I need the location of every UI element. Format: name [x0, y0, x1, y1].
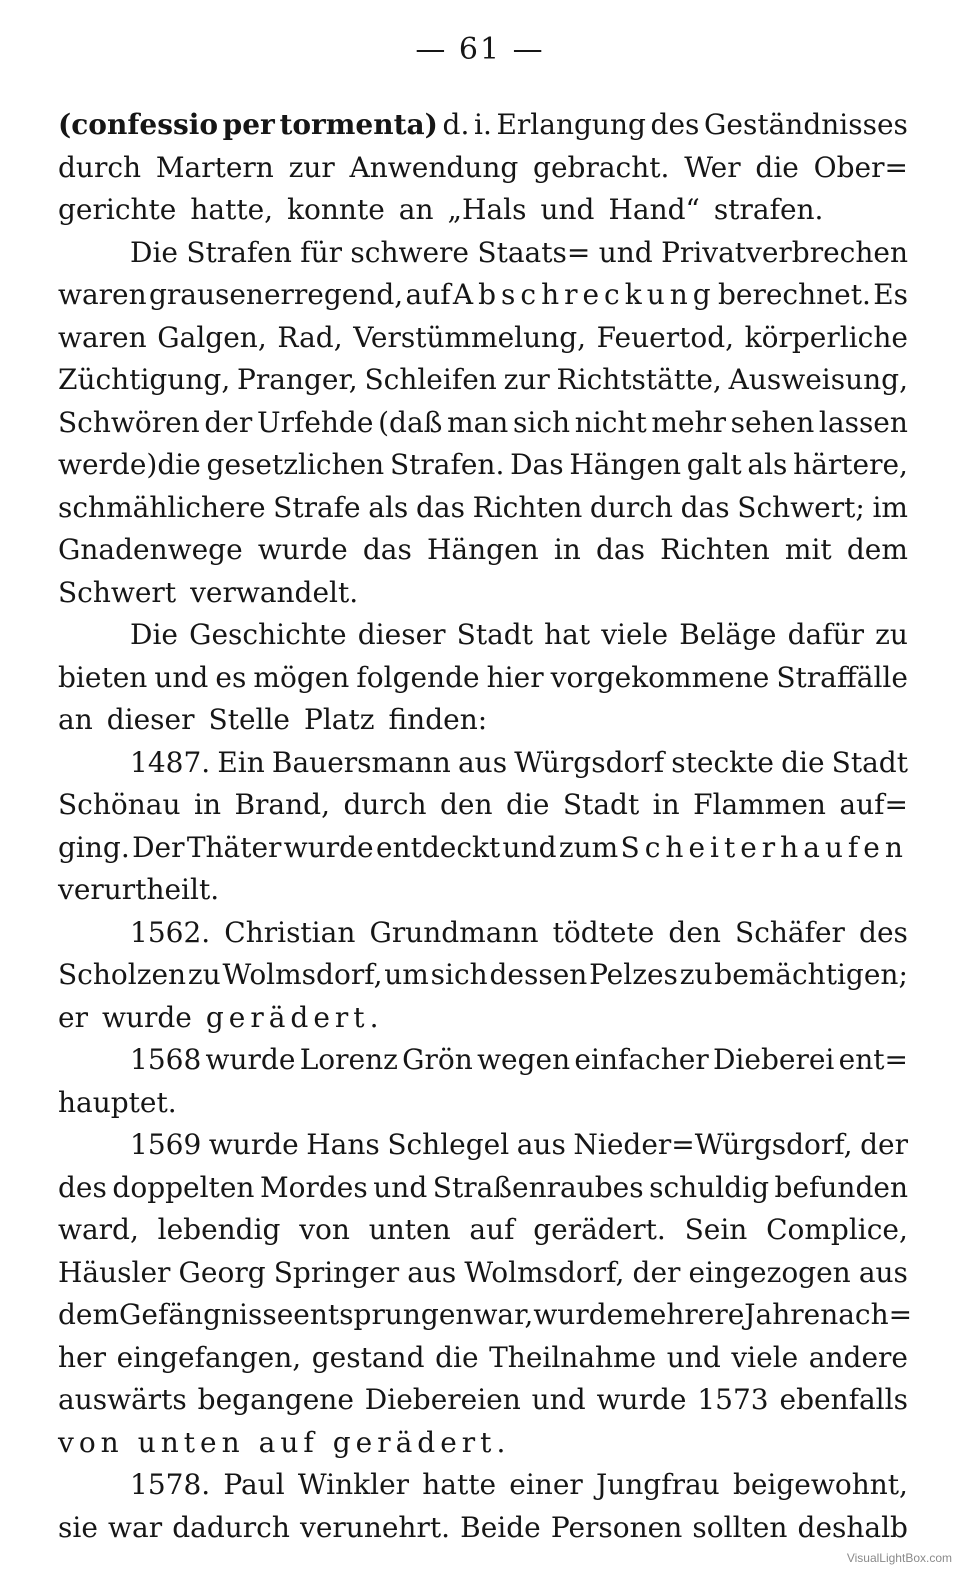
text-word: Es: [873, 278, 908, 311]
text-word: sehen: [730, 405, 815, 439]
text-word: Wolmsdorf,: [464, 1255, 625, 1289]
text-word: gerädert.: [205, 1000, 384, 1034]
text-word: strafen.: [713, 193, 824, 226]
text-word: Ausweisung,: [728, 363, 908, 396]
text-word: Das: [510, 448, 564, 481]
text-word: dadurch: [172, 1510, 290, 1544]
text-word: an: [58, 703, 93, 736]
text-line: [58, 614, 908, 657]
text-word: Geständnisses: [704, 108, 908, 141]
text-word: des: [58, 1170, 107, 1204]
text-word: Scheiterhaufen: [620, 830, 908, 864]
text-word: tormenta): [279, 108, 438, 141]
text-word: zur: [288, 150, 335, 184]
text-word: Richten: [660, 533, 770, 566]
text-word: mehrere: [623, 1298, 745, 1331]
text-word: Richten: [472, 490, 583, 524]
text-word: mehr: [651, 405, 726, 439]
text-word: Schwert;: [737, 490, 865, 524]
text-word: Ein: [217, 745, 265, 779]
text-word: Bauersmann: [271, 745, 451, 779]
text-word: schuldig: [649, 1170, 769, 1204]
text-word: Pranger,: [237, 363, 358, 396]
text-word: Winkler: [297, 1468, 410, 1501]
text-word: Schlegel: [387, 1128, 510, 1161]
text-word: schwere: [350, 235, 469, 269]
text-word: körperliche: [744, 320, 908, 354]
text-word: 1578.: [130, 1468, 211, 1501]
text-word: von: [299, 1213, 350, 1246]
text-word: Pelzes: [589, 958, 678, 991]
text-line: [58, 317, 908, 360]
text-word: andere: [808, 1340, 908, 1374]
text-word: wurde: [101, 1000, 192, 1034]
text-word: die: [435, 1340, 479, 1374]
text-line: [58, 232, 908, 275]
text-word: und: [531, 1383, 586, 1416]
text-word: (confessio: [58, 108, 219, 141]
text-word: Schwören: [58, 405, 200, 439]
text-word: zur: [503, 363, 550, 396]
text-line: [58, 147, 908, 190]
text-line: [58, 1209, 908, 1252]
text-word: aus: [407, 1255, 457, 1289]
text-word: ward,: [58, 1213, 139, 1246]
text-line: [58, 742, 908, 785]
text-word: vorgekommene: [550, 660, 770, 694]
text-word: mit: [784, 533, 832, 566]
page-number-header: — 61 —: [415, 32, 545, 67]
text-word: eingefangen,: [116, 1340, 302, 1374]
text-word: waren: [58, 278, 147, 311]
text-line: [58, 1337, 908, 1380]
text-word: konnte: [287, 193, 385, 226]
text-word: gerädert.: [533, 1213, 666, 1246]
text-word: schmählichere: [58, 490, 266, 524]
text-word: Personen: [550, 1510, 683, 1544]
text-word: entsprungen: [293, 1298, 474, 1331]
text-word: dieser: [106, 703, 195, 736]
text-word: und: [502, 830, 557, 864]
text-line: [58, 104, 908, 147]
text-word: Galgen,: [157, 320, 267, 354]
text-word: Georg: [178, 1255, 266, 1289]
text-word: aus: [457, 745, 508, 779]
text-word: Mordes: [259, 1170, 368, 1204]
text-word: 1568: [130, 1043, 202, 1076]
text-word: berechnet.: [717, 278, 871, 311]
text-word: Hängen: [427, 533, 539, 566]
text-line: [58, 1464, 908, 1507]
text-word: für: [300, 235, 343, 269]
text-word: Hans: [306, 1128, 380, 1161]
text-word: Wolmsdorf,: [222, 958, 383, 991]
text-word: Schönau: [58, 788, 181, 821]
text-word: und: [540, 193, 595, 226]
text-word: unten: [137, 1425, 245, 1459]
text-word: als: [368, 490, 409, 524]
text-word: her: [58, 1340, 106, 1374]
text-word: sich: [430, 958, 488, 991]
text-word: Scholzen: [58, 958, 187, 991]
text-word: wurde: [596, 1383, 687, 1416]
text-word: galt: [686, 448, 742, 481]
text-word: und: [373, 1170, 428, 1204]
text-word: Verstümmelung,: [353, 320, 587, 354]
text-word: in: [553, 533, 581, 566]
text-word: 1573: [697, 1383, 769, 1416]
text-word: d.: [442, 108, 470, 141]
text-word: zu: [187, 958, 221, 991]
text-word: nicht: [574, 405, 647, 439]
text-word: Grundmann: [369, 915, 539, 949]
text-line: [58, 444, 908, 487]
text-word: unten: [368, 1213, 451, 1246]
text-word: Lorenz: [299, 1043, 398, 1076]
text-word: Strafe: [273, 490, 361, 524]
text-word: der: [204, 405, 253, 439]
text-word: ging.: [58, 830, 130, 864]
text-word: es: [215, 660, 247, 694]
text-word: das: [362, 533, 412, 566]
text-line: [58, 274, 908, 317]
text-word: Gefängnisse: [119, 1298, 294, 1331]
text-word: durch: [58, 150, 142, 184]
text-word: die: [505, 788, 550, 821]
text-word: Strafen.: [389, 448, 505, 481]
text-word: um: [384, 958, 429, 991]
text-line: [58, 657, 908, 700]
text-word: Diebereien: [364, 1383, 521, 1416]
text-word: dem: [58, 1298, 120, 1331]
text-word: in: [193, 788, 221, 821]
text-word: einer: [509, 1468, 583, 1501]
text-word: im: [872, 490, 908, 524]
text-line: [58, 954, 908, 997]
text-line: [58, 529, 908, 572]
text-word: verunehrt.: [300, 1510, 450, 1544]
text-word: Würgsdorf: [514, 745, 665, 779]
text-word: Schäfer: [735, 915, 845, 949]
text-word: dem: [846, 533, 908, 566]
text-word: per: [222, 108, 275, 141]
text-word: der: [632, 1255, 681, 1289]
text-word: Platz: [304, 703, 375, 736]
text-word: 1569: [130, 1128, 202, 1161]
text-word: Stelle: [208, 703, 290, 736]
text-line: [58, 912, 908, 955]
text-line: [58, 1124, 908, 1167]
text-word: bieten: [58, 660, 148, 694]
text-line: [58, 869, 908, 912]
text-line: [58, 189, 908, 232]
text-word: Erlangung: [496, 108, 646, 141]
text-word: nach=: [820, 1298, 913, 1331]
text-word: hatte: [422, 1468, 497, 1501]
text-word: Beide: [460, 1510, 541, 1544]
text-word: viele: [601, 618, 669, 651]
text-word: das: [596, 533, 645, 566]
text-line: [58, 1167, 908, 1210]
text-word: waren: [58, 320, 147, 354]
text-word: hier: [486, 660, 544, 694]
text-word: auswärts: [58, 1383, 187, 1416]
text-line: [58, 359, 908, 402]
text-word: auf: [405, 278, 451, 311]
text-word: Paul: [223, 1468, 285, 1501]
text-line: [58, 1252, 908, 1295]
text-word: Stadt: [456, 618, 533, 651]
text-word: dessen: [489, 958, 588, 991]
text-word: Anwendung: [349, 150, 519, 184]
text-word: 1562.: [130, 915, 211, 949]
text-word: Ober=: [813, 150, 908, 184]
text-word: lebendig: [157, 1213, 281, 1246]
text-word: Flammen: [693, 788, 826, 821]
text-word: und: [154, 660, 209, 694]
text-word: Christian: [224, 915, 356, 949]
text-word: dafür: [787, 618, 865, 651]
text-word: er: [58, 1000, 88, 1034]
text-word: ent=: [838, 1043, 908, 1076]
text-word: deshalb: [797, 1510, 908, 1544]
text-word: Häusler: [58, 1255, 171, 1289]
text-word: Complice,: [766, 1213, 908, 1246]
text-word: aus: [516, 1128, 566, 1161]
text-word: man: [447, 405, 509, 439]
text-word: gebracht.: [533, 150, 670, 184]
text-word: die: [755, 150, 799, 184]
text-word: grausenerregend,: [148, 278, 404, 311]
text-word: viele: [731, 1340, 799, 1374]
text-line: [58, 1082, 908, 1125]
text-word: Theilnahme: [489, 1340, 657, 1374]
text-word: verurtheilt.: [58, 873, 220, 906]
text-word: den: [668, 915, 721, 949]
text-word: wurde: [257, 533, 348, 566]
text-line: [58, 1039, 908, 1082]
text-word: lassen: [818, 405, 908, 439]
text-line: [58, 1379, 908, 1422]
text-word: eingezogen: [688, 1255, 851, 1289]
text-word: und: [666, 1340, 721, 1374]
text-word: Rad,: [277, 320, 343, 354]
text-word: Strafen: [186, 235, 292, 269]
text-word: wurde: [283, 830, 374, 864]
text-line: [58, 572, 908, 615]
text-word: auf=: [839, 788, 908, 821]
text-word: Die: [130, 235, 178, 269]
text-word: befunden: [774, 1170, 908, 1204]
text-word: härtere,: [793, 448, 908, 481]
text-word: Straßenraubes: [432, 1170, 644, 1204]
text-word: als: [747, 448, 788, 481]
text-word: Geschichte: [189, 618, 347, 651]
text-word: finden:: [388, 703, 488, 736]
text-word: auf: [258, 1425, 319, 1459]
text-word: begangene: [197, 1383, 354, 1416]
text-word: Thäter: [186, 830, 282, 864]
text-line: [58, 1422, 908, 1465]
text-word: hatte,: [190, 193, 274, 226]
text-word: Jahre: [744, 1298, 821, 1331]
text-word: Nieder=Würgsdorf,: [573, 1128, 853, 1161]
text-word: entdeckt: [375, 830, 501, 864]
text-word: sich: [513, 405, 571, 439]
text-word: sie: [58, 1510, 98, 1544]
text-word: Züchtigung,: [58, 363, 231, 396]
text-word: Feuertod,: [596, 320, 735, 354]
text-word: Hand“: [608, 193, 700, 226]
text-word: einfacher: [574, 1043, 709, 1076]
text-word: Brand,: [234, 788, 330, 821]
text-word: zu: [679, 958, 713, 991]
watermark-text: VisualLightBox.com: [846, 1551, 952, 1565]
text-word: aus: [858, 1255, 908, 1289]
text-word: werde)die: [58, 448, 201, 481]
text-word: verwandelt.: [190, 575, 359, 609]
text-word: den: [439, 788, 493, 821]
text-word: Grön: [402, 1043, 473, 1076]
text-word: Abschreckung: [452, 278, 716, 311]
text-word: Urfehde: [256, 405, 374, 439]
text-word: Beläge: [679, 618, 777, 651]
text-word: sollten: [692, 1510, 788, 1544]
text-line: [58, 784, 908, 827]
text-line: [58, 997, 908, 1040]
text-word: Stadt: [831, 745, 908, 779]
text-word: „Hals: [447, 193, 527, 226]
text-word: das: [415, 490, 465, 524]
text-word: das: [680, 490, 730, 524]
text-word: Schleifen: [364, 363, 497, 396]
text-word: durch: [343, 788, 427, 821]
text-word: dieser: [357, 618, 446, 651]
text-word: 1487.: [130, 745, 211, 779]
text-word: Springer: [273, 1255, 400, 1289]
text-word: war,: [473, 1298, 534, 1331]
text-word: Staats=: [477, 235, 591, 269]
text-word: tödtete: [552, 915, 655, 949]
text-word: folgende: [356, 660, 480, 694]
text-word: (daß: [378, 405, 443, 439]
text-word: hat: [544, 618, 591, 651]
text-word: des: [859, 915, 908, 949]
text-word: gesetzlichen: [206, 448, 385, 481]
text-word: Dieberei: [712, 1043, 835, 1076]
text-word: wurde: [205, 1043, 296, 1076]
text-word: zum: [558, 830, 619, 864]
text-word: wegen: [477, 1043, 571, 1076]
text-word: i.: [474, 108, 492, 141]
text-word: beigewohnt,: [732, 1468, 908, 1501]
text-word: wurde: [533, 1298, 624, 1331]
text-word: zu: [875, 618, 908, 651]
text-word: bemächtigen;: [714, 958, 908, 991]
text-word: Wer: [684, 150, 741, 184]
text-word: Stadt: [562, 788, 640, 821]
text-word: Privatverbrechen: [661, 235, 908, 269]
text-word: Schwert: [58, 575, 177, 609]
text-word: gerädert.: [332, 1425, 511, 1459]
text-word: Martern: [155, 150, 274, 184]
text-word: die: [781, 745, 825, 779]
text-word: Straffälle: [776, 660, 908, 694]
text-word: Richtstätte,: [556, 363, 722, 396]
text-word: des: [650, 108, 700, 141]
text-word: Hängen: [569, 448, 682, 481]
text-word: mögen: [253, 660, 350, 694]
text-word: Gnadenwege: [58, 533, 243, 566]
text-word: doppelten: [112, 1170, 255, 1204]
text-line: [58, 487, 908, 530]
text-line: [58, 1294, 913, 1337]
text-word: gerichte: [58, 193, 177, 226]
text-word: in: [652, 788, 680, 821]
text-word: Die: [130, 618, 178, 651]
text-word: durch: [589, 490, 673, 524]
text-word: gestand: [311, 1340, 425, 1374]
text-line: [58, 1507, 908, 1550]
body-text: [58, 104, 913, 1549]
text-word: Jungfrau: [596, 1468, 720, 1501]
text-word: auf: [469, 1213, 515, 1246]
text-word: hauptet.: [58, 1085, 177, 1119]
text-word: war: [108, 1510, 163, 1544]
text-line: [58, 699, 908, 742]
text-word: wurde: [208, 1128, 299, 1161]
text-word: der: [860, 1128, 908, 1161]
text-word: steckte: [671, 745, 774, 779]
text-word: Der: [132, 830, 185, 864]
text-word: Sein: [684, 1213, 748, 1246]
text-word: von: [58, 1425, 124, 1459]
text-word: ebenfalls: [779, 1383, 908, 1416]
text-word: und: [598, 235, 653, 269]
text-line: [58, 402, 908, 445]
text-line: [58, 827, 908, 870]
text-word: an: [398, 193, 434, 226]
